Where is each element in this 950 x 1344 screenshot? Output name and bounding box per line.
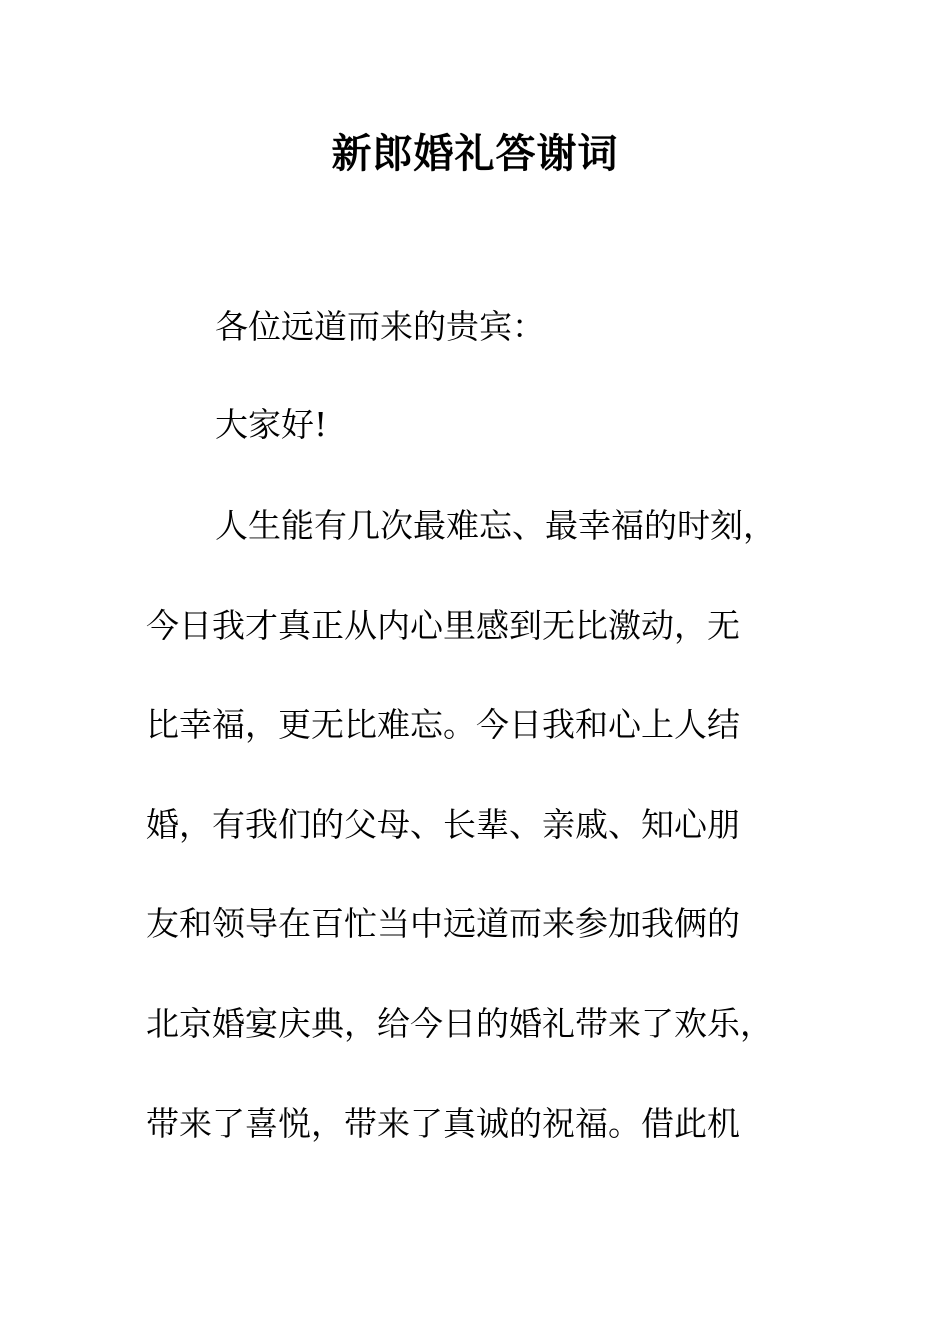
greeting-line: 大家好! <box>215 405 328 444</box>
paragraph-line: 友和领导在百忙当中远道而来参加我俩的 <box>146 904 740 943</box>
paragraph-line: 北京婚宴庆典，给今日的婚礼带来了欢乐， <box>146 1004 773 1043</box>
paragraph-line: 带来了喜悦，带来了真诚的祝福。借此机 <box>146 1104 740 1143</box>
document-title: 新郎婚礼答谢词 <box>331 131 619 177</box>
paragraph-line: 比幸福，更无比难忘。今日我和心上人结 <box>146 705 740 744</box>
paragraph-line: 婚，有我们的父母、长辈、亲戚、知心朋 <box>146 805 740 844</box>
salutation-line: 各位远道而来的贵宾： <box>215 307 545 346</box>
paragraph-line: 人生能有几次最难忘、最幸福的时刻， <box>215 506 776 545</box>
paragraph-line: 今日我才真正从内心里感到无比激动，无 <box>146 606 740 645</box>
